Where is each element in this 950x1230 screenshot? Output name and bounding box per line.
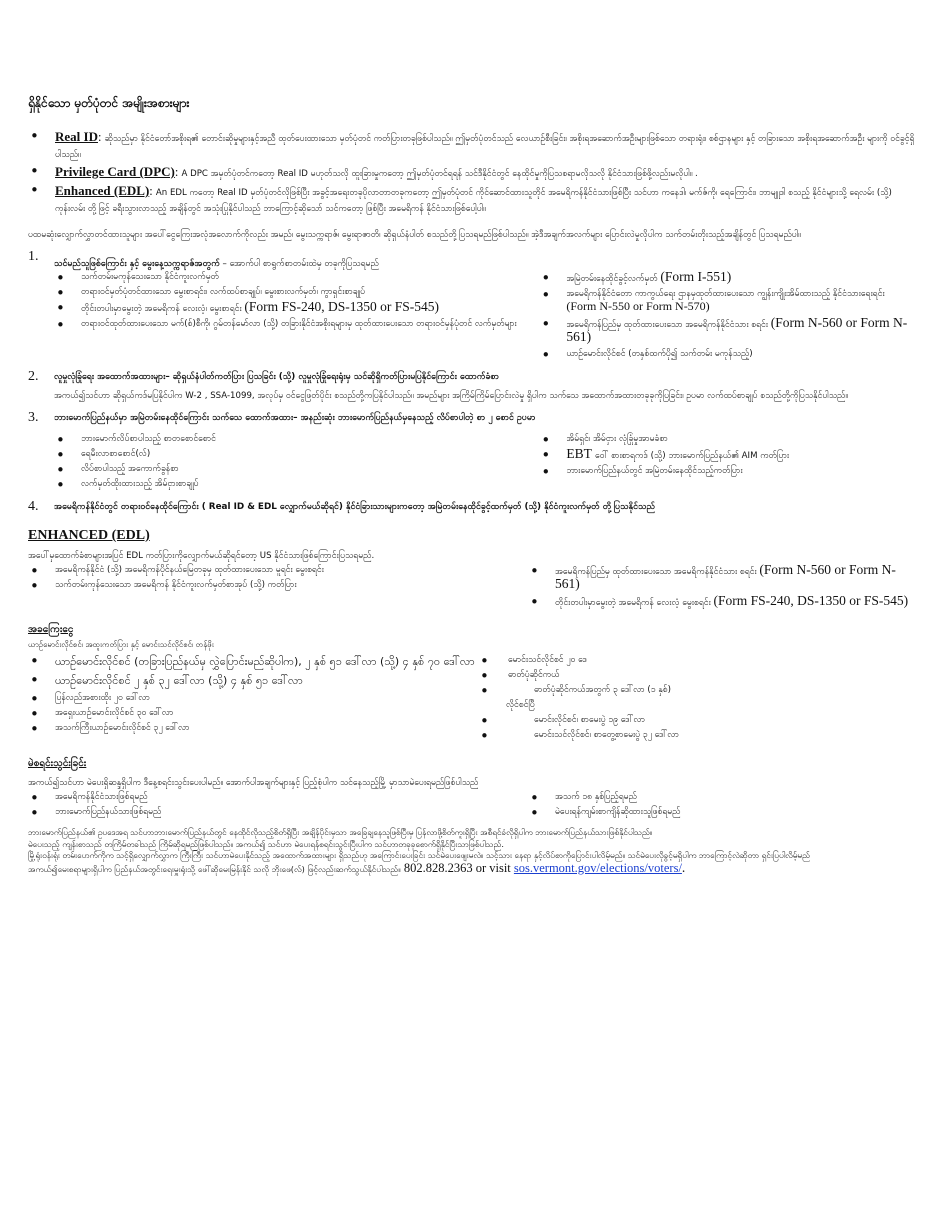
voter-list-left bbox=[28, 791, 528, 821]
requirement-1: 1. သင်မည်သူဖြစ်ကြောင်း နှင့် မွေးနေ့သက္ကရာဇ်အတွက် – အောက်ပါ စာရွက်စာတမ်းထဲမှ တခုကိုပြသရမည် • သက်တမ်းမကုန်သေးသော နိုင်ငံကူးလက်မှတ် • တရားဝင်မှတ်ပုံတင်ထားသော မွေးစာရင်း၊ လက်ထပ်စာချုပ်၊ မွေးစားလက်မှတ်၊ ကွာရှင်းစာချုပ် • တိုင်းတပါးမှာမွေးတဲ့ အမေရိကန် လေးလံ့၊ မွေးစာရင်း (Form FS-240, DS-1350 or FS-545) • တရားဝင်ထုတ်ထားပေးသော မက်(စ်)စီကို၊ ဂွမ်တန်မော်လာ (သို့) တခြားနိုင်ငံအစိုးရများမှ ထုတ်ထားပေးသော တရားဝင်မှန်ပုံတင် လက်မှတ်များ • အမြဲတမ်းနေထိုင်ခွင့်လက်မှတ် (Form I-551) • အမေရိကန်နိုင်ငံတော ကာကွယ်ရေး ဌာနမှထုတ်ထားပေးသော ကျွန်းကျိုးအိမ်ထားသည့် နိုင်ငံသားရေးရင်း (Form N-550 or Form N-570) • အမေရိကန်ပြည်မှ ထုတ်ထားပေးသော အမေရိကန်နိုင်ငံသား စရင်း (Form N-560 or Form N-561) • ယာဉ်မောင်းလိုင်စင် (တနှစ်ထက်ပို၍ သက်တမ်း မကုန်သည့်) bbox=[28, 251, 916, 363]
id-types-list bbox=[28, 129, 916, 215]
list-item: • လိပ်စာပါသည့် အကောက်ခွန်စာ bbox=[54, 463, 539, 475]
id-term: Real ID bbox=[55, 129, 98, 144]
requirement-columns bbox=[54, 271, 916, 363]
requirement-list-left bbox=[54, 271, 539, 363]
voter-list-right bbox=[528, 791, 916, 821]
requirement-number: 3. bbox=[28, 410, 39, 425]
fee-group-label: လိုင်စင်ပြီ bbox=[506, 700, 535, 710]
requirement-number: 1. bbox=[28, 249, 39, 264]
id-desc: ဆိုသည်မှာ နိုင်ငံတော်အစိုးရ၏ တောင်းဆိုမှုများနှင့်အညီ ထုတ်ပေးထားသော မှတ်ပုံတင် ကတ်ပြားတခုဖြစ်ပါသည်။ ဤမှတ်ပုံတင်သည် လေယာဉ်စီးခြင်း၊ အစိုးရအဆောက်အဦးများဖြစ်သော တရားရုံး၊ စစ်ဌာနများ နှင့် တခြားသော အစိုးရအဆောက်အဦး များကို ဝင်ခွင့်ရှိပါသည်။ bbox=[55, 134, 915, 160]
voter-title: မဲစရင်းသွင်းခြင်း bbox=[28, 758, 87, 769]
enhanced-list-right bbox=[528, 564, 916, 612]
list-item: • ရေမီးလာစာစောင်(လ်) bbox=[54, 448, 539, 460]
enhanced-section-title: ENHANCED (EDL) bbox=[28, 528, 150, 543]
requirement-heading: အမေရိကန်နိုင်ငံတွင် တရားဝင်နေထိုင်ကြောင်း ( Real ID & EDL လျှောက်မယ်ဆိုရင်) နိုင်ငံခြားသားများကတော့ အမြဲတမ်းနေထိုင်ခွင့်ထက်မှတ် (သို့) နိုင်ငံကူးလက်မှတ် တို့ပြသနိုင်သည် bbox=[54, 502, 656, 512]
requirement-heading: သင်မည်သူဖြစ်ကြောင်း နှင့် မွေးနေ့သက္ကရာဇ်အတွက် bbox=[54, 259, 220, 269]
list-item: • တိုင်းတပါးမှာမွေးတဲ့ အမေရိကန် လေးလံ့၊ မွေးစာရင်း (Form FS-240, DS-1350 or FS-545) bbox=[54, 301, 539, 315]
id-term: Enhanced (EDL) bbox=[55, 183, 150, 198]
list-item: • တရားဝင်ထုတ်ထားပေးသော မက်(စ်)စီကို၊ ဂွမ်တန်မော်လာ (သို့) တခြားနိုင်ငံအစိုးရများမှ ထုတ်ထားပေးသော တရားဝင်မှန်ပုံတင် လက်မှတ်များ bbox=[54, 318, 539, 330]
footer-line: မဲပေးသည့် ကျန်းစာသည် တကြိမ်တခါသည် ကြိမ်ဆိုရမည်ဖြစ်ပါသည်။ အကယ်၍ သင်ဟာ မဲပေးရန်စရင်းသွင်းပြီးပါက သင်ဟာတခုခုစောက်ရှိနိုင်ပြီးသာဖြစ်ပါသည်. bbox=[28, 838, 504, 849]
requirement-list-left bbox=[54, 433, 539, 493]
voter-intro: အကယ်၍သင်ဟာ မဲပေးရှိဆန္ဒရှိပါက ဒီနေ့စရင်းသွင်းပေးပါမည်။ အောက်ပါအချက်များနှင့် ပြည့်စုံပါက သင်နေသည့်မြို့ မှာသာမဲပေးရမည်ဖြစ်ပါသည် bbox=[28, 778, 479, 788]
fees-list-left bbox=[28, 654, 478, 744]
requirement-list-right bbox=[539, 271, 916, 363]
list-item: • ဘားမောက်လိပ်စာပါသည့် စာတစောင်စောင် bbox=[54, 433, 539, 445]
fees-list-right bbox=[478, 654, 908, 744]
list-item: • အမေရိကန်နိုင်ငံတော ကာကွယ်ရေး ဌာနမှထုတ်ထားပေးသော ကျွန်းကျိုးအိမ်ထားသည့် နိုင်ငံသားရေးရင်း (Form N-550 or Form N-570) bbox=[539, 288, 916, 314]
list-item: • အမေရိကန်နိုင်ငံ (သို့) အမေရိကန်ပိုင်နယ်မြေတခုမှ ထုတ်ထားပေးသော မူရင်း မွေးစရင်း bbox=[28, 564, 528, 576]
footer-line: ဘားမောက်ပြည်နယ်၏ ဥပဒေအရ သင်ဟာဘားမောက်ပြည်နယ်တွင် နေထိုင်လိုသည့်စိတ်ရှိပြီး အချိန်ပိုင်းမှသာ အခြေချနေသူဖြစ်ပြီးမှ ပြန်လာဖို့စိတ်ကူးရှိပြီး အစီရင်ခံလိုရှိပါက ဘားမောက်ပြည်နယ်သားဖြစ်နိုင်ပါသည်။ bbox=[28, 827, 653, 837]
list-item: • အမေရိကန်ပြည်မှ ထုတ်ထားပေးသော အမေရိကန်နိုင်ငံသား စရင်း (Form N-560 or Form N-561) bbox=[539, 317, 916, 345]
page-title: ရှိနိုင်သော မှတ်ပုံတင် အမျိုးအစားများ bbox=[28, 96, 190, 110]
voter-info-link[interactable]: sos.vermont.gov/elections/voters/ bbox=[513, 860, 682, 875]
fee-item: • ယာဉ်မောင်းလိုင်စင် (တခြားပြည်နယ်မှ လွှဲပြောင်းမည်ဆိုပါက), ၂ နှစ် ၅၁ ဒေါ်လာ (သို့) ၄ နှစ် ၇၀ ဒေါ်လာ bbox=[28, 654, 478, 670]
enhanced-intro: အပေါ်မှထောက်ခံစာများအပြင် EDL ကတ်ပြားကိုလျှောက်မယ်ဆိုရင်တော့ US နိုင်ငံသားဖြစ်ကြောင်းပြသရမည်. bbox=[28, 551, 375, 561]
list-item: • အသက် ၁၈ နှစ်ပြည့်ရမည် bbox=[528, 791, 916, 803]
list-item: • ဘားမောက်ပြည်နယ်သားဖြစ်ရမည် bbox=[28, 806, 528, 818]
fees-title: အခကြေးငွေ bbox=[28, 624, 74, 635]
id-type-real-id: • Real ID: ဆိုသည်မှာ နိုင်ငံတော်အစိုးရ၏ တောင်းဆိုမှုများနှင့်အညီ ထုတ်ပေးထားသော မှတ်ပုံတင် ကတ်ပြားတခုဖြစ်ပါသည်။ ဤမှတ်ပုံတင်သည် လေယာဉ်စီးခြင်း၊ အစိုးရအဆောက်အဦးများဖြစ်သော တရားရုံး၊ စစ်ဌာနများ နှင့် တခြားသော အစိုးရအဆောက်အဦး များကို ဝင်ခွင့်ရှိပါသည်။ bbox=[28, 129, 916, 161]
list-item: • တရားဝင်မှတ်ပုံတင်ထားသော မွေးစာရင်း၊ လက်ထပ်စာချုပ်၊ မွေးစားလက်မှတ်၊ ကွာရှင်းစာချုပ် bbox=[54, 286, 539, 298]
fees-subtitle: ယာဉ်မောင်းလိုင်စင်၊ အထူးကတ်ပြား နှင့် မောင်းသင်လိုင်စင်၊ တန်ဖိုး bbox=[28, 640, 214, 649]
list-item: • အမြဲတမ်းနေထိုင်ခွင့်လက်မှတ် (Form I-551) bbox=[539, 271, 916, 285]
list-item: • လက်မှတ်ထိုးထားသည့် အိမ်ငှားစာချုပ် bbox=[54, 478, 539, 490]
fee-item: • ဓာတ်ပုံဆိုင်ကယ်အတွက် ၃ ဒေါ်လာ (၁ နှစ်) bbox=[478, 684, 908, 696]
voter-footer bbox=[28, 827, 916, 875]
footer-line: အကယ်၍မေးစရာများရှိပါက ပြည်နယ်အတွင်းရေးမှူးရုံးသို့ ဖေါ်ဆိုမေးမြန်းနိုင် သလို ဘိုးဖေ(လ်) ဖြင့်လည်းဆက်သွယ်နိုင်ပါသည်။ 802.828.2363 or visit sos.vermont.gov/elections/voters/. bbox=[28, 859, 686, 875]
list-item: • အမေရိကန်နိုင်ငံသားဖြစ်ရမည် bbox=[28, 791, 528, 803]
requirement-body: အကယ်၍သင်ဟာ ဆိုရှယ်ကဒ်မပြနိုင်ပါက W-2 , SSA-1099, အလုပ်မှ ဝင်ငွေဖြတ်ပိုင်း စသည်တို့ကပြနိုင်ပါသည်။ အမည်များ အကြိမ်ကြိမ်ပြောင်းလဲမှု ရှိပါက သက်သေ အထောက်အထားတခုခုကိုပြခြင်း၊ ဥပမာ လက်ထပ်စာချုပ် စသည်တို့ကိုပြသနိုင်ပါသည်။ bbox=[54, 391, 848, 401]
fees-columns bbox=[28, 654, 916, 744]
fee-item: • ယာဉ်မောင်းလိုင်စင် ၂ နှစ် ၃၂ ဒေါ်လာ (သို့) ၄ နှစ် ၅၁ ဒေါ်လာ bbox=[28, 673, 478, 689]
list-item: • EBT ဝေါ် စားစာရကဒ် (သို့) ဘားမောက်ပြည်နယ်၏ AIM ကတ်ပြား bbox=[539, 448, 916, 462]
intro-paragraph: ပထမဆုံးလျှောက်လွှာတင်ထားသူများ အပေါ်ငွေကြေးအလုံအလောက်ကိုလည်း အမည်၊ မွေးသက္ကရာဇ်၊ မွေးရာဇာတိ၊ ဆိုရှယ်နံပါတ် စသည်တို့ပြသရမည်ဖြစ်ပါသည်။ အဲ့ဒီအချက်အလက်များ ပြောင်းလဲမှုလိုပါက သက်တမ်းတိုးသည့်အချိန်တွင် ပြသရမည်ပါ။ bbox=[28, 230, 801, 240]
fee-item: • မောင်းသင်လိုင်စင်၊ စာတွေ့စာမေးပွဲ ၃၂ ဒေါ်လာ bbox=[478, 729, 908, 741]
id-desc: An EDL ကတော့ Real ID မှတ်ပုံတင်လိုဖြစ်ပြီး အခွင့်အရေးတခုပိုလာတာတခုကတော့ ဤမှတ်ပုံတင် ကိုင်ဆောင်ထားသူတိုင် အမေရိကန်နိုင်ငံသားဖြစ်ပြီး သင်ဟာ ကနေဒါ၊ မက်ဇ်ကို၊ ရေကြောင်း၊ ဘာမျူဒါ စသည့် နိုင်ငံများသို့ ရေလမ်း (သို့) ကုန်းလမ်း တို့ဖြင့် ခရီးသွားလာသည့် အချိန်တွင် အသုံးပြုနိုင်ပါသည် ဘာကြောင့်ဆိုသော် သင်ကတော့ ဖြစ်ပြီး အမေရိကန် နိုင်ငံသားဖြစ်ပေါ့ပါ။ bbox=[55, 188, 892, 214]
list-item: • သက်တမ်းကုန်သေးသော အမေရိကန် နိုင်ငံကူးလက်မှတ်စာအုပ် (သို့) ကတ်ပြား bbox=[28, 579, 528, 591]
id-desc: A DPC အမှတ်ပုံတင်ကတော့ Real ID မဟုတ်သလို ထူးခြားမှုကတော့ ဤမှတ်ပုံတင်ရရန် သင်ဒီနိုင်ငံတွင် နေထိုင်မှုကိုပြသစရာမလိုသလို နိုင်ငံသားဖြစ်ဖို့လည်းမလိုပါ။ . bbox=[181, 169, 698, 179]
list-item: • အိမ်ရှင်၊ အိမ်ငှား လုံခြုံမှုအာမခံစာ bbox=[539, 433, 916, 445]
list-item: • ယာဉ်မောင်းလိုင်စင် (တနှစ်ထက်ပို၍ သက်တမ်း မကုန်သည့်) bbox=[539, 348, 916, 360]
fee-item: • ပြန်လည်အစားထိုး ၂၀ ဒေါ်လာ bbox=[28, 692, 478, 704]
list-item: • မဲပေးရန်ကျမ်းစာကျိန်ဆိုထားသူဖြစ်ရမည် bbox=[528, 806, 916, 818]
fee-item: • အသက်ကြီးယာဉ်မောင်းလိုင်စင် ၃၂ ဒေါ်လာ bbox=[28, 722, 478, 734]
voter-columns bbox=[28, 791, 916, 821]
fee-item: • မောင်းသင်လိုင်စင် ၂၀ ဒေ bbox=[478, 654, 908, 666]
list-item: • တိုင်းတပါးမှာမွေးတဲ့ အမေရိကန် လေးလံ့ မွေးစရင်း (Form FS-240, DS-1350 or FS-545) bbox=[528, 595, 916, 609]
list-item: • အမေရိကန်ပြည်မှ ထုတ်ထားပေးသော အမေရိကန်နိုင်ငံသား စရင်း (Form N-560 or Form N-561) bbox=[528, 564, 916, 592]
id-type-dpc: • Privilege Card (DPC): A DPC အမှတ်ပုံတင်ကတော့ Real ID မဟုတ်သလို ထူးခြားမှုကတော့ ဤမှတ်ပုံတင်ရရန် သင်ဒီနိုင်ငံတွင် နေထိုင်မှုကိုပြသစရာမလိုသလို နိုင်ငံသားဖြစ်ဖို့လည်းမလိုပါ။ . bbox=[28, 164, 916, 180]
requirement-number: 4. bbox=[28, 499, 39, 514]
fee-item: • အရှေးယာဉ်မောင်းလိုင်စင် ၃၀ ဒေါ်လာ bbox=[28, 707, 478, 719]
requirement-3 bbox=[28, 412, 916, 493]
requirement-columns bbox=[54, 433, 916, 493]
requirement-4 bbox=[28, 501, 916, 514]
id-term: Privilege Card (DPC) bbox=[55, 164, 175, 179]
list-item: • ဘားမောက်ပြည်နယ်တွင် အမြဲတမ်းနေထိုင်သည့်ကတ်ပြား bbox=[539, 465, 916, 477]
fee-item: • ဓာတ်ပုံဆိုင်ကယ် bbox=[478, 669, 908, 681]
requirement-number: 2. bbox=[28, 369, 39, 384]
list-item: • သက်တမ်းမကုန်သေးသော နိုင်ငံကူးလက်မှတ် bbox=[54, 271, 539, 283]
enhanced-list-left bbox=[28, 564, 528, 612]
footer-line: မြို့ရုံးဝန်းရုံး တမ်းပောက်ကိုက သင့်ရှိလျှောက်လွှာက ကြီးကြီး သင်ဟာမဲပေးနိုင်သည့် အထောက်အထားများ ရှိသည်ဟု အကြောင်းပေးခြင်း သင်မဲပေးဖျေးမလဲ။ သင့်သား နေရာ နှင့်လိပ်စာကိုပြောင်းပါလိမ့်မည်။ သင်မဲပေးလိုခွင့်မရှိပါက ဘာကြောင့်လဲဆိုတာ ရှင်းပြပါလိမ့်မည် bbox=[28, 850, 811, 860]
requirement-heading: ဘားမောက်ပြည်နယ်မှာ အမြဲတမ်းနေထိုင်ကြောင်း သက်သေ ထောက်အထား– အနည်းဆုံး ဘားမောက်ပြည်နယ်မှနေသည့် လိပ်စာပါတဲ့ စာ ၂ စောင် ဥပမာ bbox=[54, 413, 536, 423]
document-page bbox=[28, 95, 916, 875]
requirement-heading: လူမှုလုံခြုံရေး အထောက်အထားများ– ဆိုရှယ်နံပါတ်ကတ်ပြား ပြသခြင်း (သို့) လူမှုလုံခြုံရေးရုံးမှ သင်ဆိုရှိကတ်ပြားမပြနိုင်ကြောင်း ထောက်ခံစာ bbox=[54, 372, 499, 382]
requirement-list-right bbox=[539, 433, 916, 493]
id-type-edl: • Enhanced (EDL): An EDL ကတော့ Real ID မှတ်ပုံတင်လိုဖြစ်ပြီး အခွင့်အရေးတခုပိုလာတာတခုကတော့ ဤမှတ်ပုံတင် ကိုင်ဆောင်ထားသူတိုင် အမေရိကန်နိုင်ငံသားဖြစ်ပြီး သင်ဟာ ကနေဒါ၊ မက်ဇ်ကို၊ ရေကြောင်း၊ ဘာမျူဒါ စသည့် နိုင်ငံများသို့ ရေလမ်း (သို့) ကုန်းလမ်း တို့ဖြင့် ခရီးသွားလာသည့် အချိန်တွင် အသုံးပြုနိုင်ပါသည် ဘာကြောင့်ဆိုသော် သင်ကတော့ ဖြစ်ပြီး အမေရိကန် နိုင်ငံသားဖြစ်ပေါ့ပါ။ bbox=[28, 183, 916, 215]
requirement-2 bbox=[28, 371, 916, 402]
enhanced-columns bbox=[28, 564, 916, 612]
fee-item: • မောင်းလိုင်စင်၊ စာမေးပွဲ ၁၉ ဒေါ်လာ bbox=[478, 714, 908, 726]
